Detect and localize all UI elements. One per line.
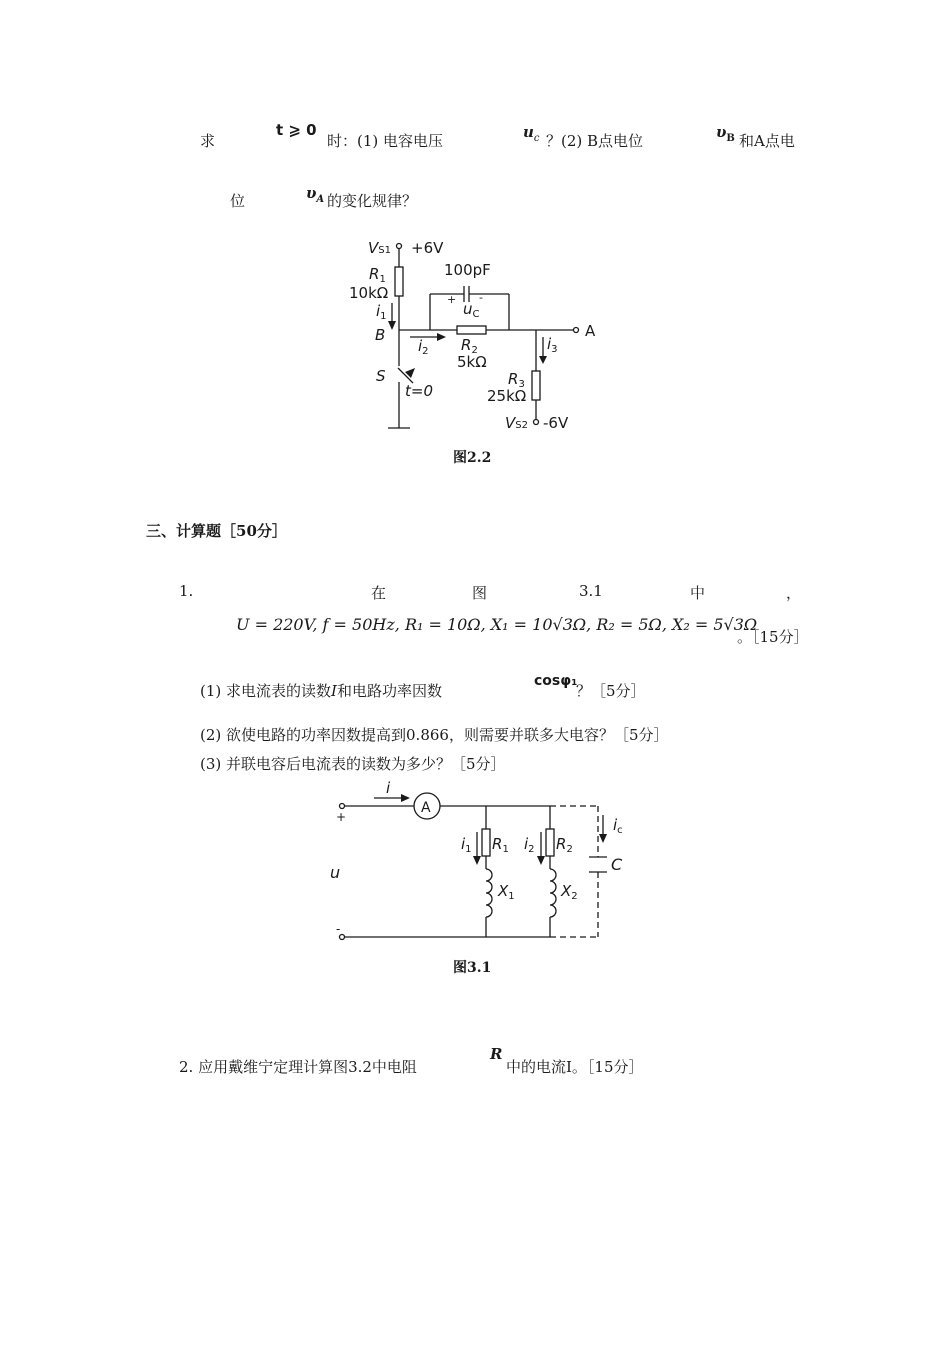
label-ic-main: i bbox=[613, 816, 618, 834]
label-node-a: A bbox=[585, 322, 596, 340]
label-minus-6v: -6V bbox=[543, 414, 569, 432]
label-i1 bbox=[376, 302, 387, 322]
resistor-r2 bbox=[457, 326, 486, 334]
label-r2-main: R bbox=[556, 835, 567, 853]
label-r2-value: 5kΩ bbox=[457, 353, 487, 371]
label-c: C bbox=[611, 855, 623, 874]
label-i2 bbox=[418, 337, 429, 357]
resistor-r1 bbox=[395, 267, 403, 296]
label-r1-main: R bbox=[369, 265, 380, 283]
label-x1-sub: 1 bbox=[508, 891, 515, 902]
label-cap-minus: - bbox=[479, 291, 483, 304]
math-t-geq-0: t ⩾ 0 bbox=[276, 121, 317, 139]
vs2-terminal bbox=[534, 420, 539, 425]
label-vs1-main: V bbox=[368, 239, 379, 257]
label-cap-plus: + bbox=[447, 293, 457, 306]
q1-sub1-text bbox=[200, 680, 442, 701]
text-wei: 位 bbox=[230, 192, 246, 210]
label-i2-main: i bbox=[524, 835, 529, 853]
label-switch-s: S bbox=[376, 367, 386, 385]
i2-arrow-head bbox=[537, 856, 545, 865]
math-va-sub: A bbox=[316, 194, 325, 205]
q1-word-tu: 图 bbox=[472, 584, 488, 602]
q1-sub1-points: ？［5分］ bbox=[576, 682, 646, 700]
label-r1-sub: 1 bbox=[379, 274, 386, 285]
label-r3-sub: 3 bbox=[518, 379, 525, 390]
label-i1-main: i bbox=[376, 302, 381, 320]
input-terminal-plus bbox=[340, 804, 345, 809]
text-qiu: 求 bbox=[200, 132, 216, 150]
q1-sub1-a: (1) 求电流表的读数 bbox=[200, 682, 332, 700]
circuit-figure-2-2 bbox=[340, 230, 620, 435]
math-uc bbox=[523, 123, 540, 144]
label-r1-main: R bbox=[492, 835, 503, 853]
label-i2-sub: 2 bbox=[422, 346, 429, 357]
label-ammeter: A bbox=[421, 800, 431, 816]
label-r3-value: 25kΩ bbox=[487, 387, 527, 405]
math-va-main: υ bbox=[306, 184, 317, 202]
label-vs2-main: V bbox=[505, 414, 516, 432]
q1-word-zhong: 中 bbox=[690, 584, 706, 602]
label-u: u bbox=[330, 863, 341, 882]
label-r3-main: R bbox=[508, 370, 519, 388]
text-change-law: 的变化规律？ bbox=[327, 192, 418, 210]
q1-sub1-i: I bbox=[331, 682, 337, 700]
label-capacitance: 100pF bbox=[444, 261, 491, 279]
label-ic bbox=[613, 816, 623, 836]
label-r2 bbox=[556, 835, 573, 855]
q1-word-comma: ， bbox=[786, 584, 802, 602]
label-t-equals-0: t=0 bbox=[405, 382, 433, 400]
circuit-figure-3-1 bbox=[325, 780, 635, 950]
q1-sub2: (2) 欲使电路的功率因数提高到0.866，则需要并联多大电容？［5分］ bbox=[200, 726, 669, 744]
q1-points: 。［15分］ bbox=[737, 628, 809, 646]
label-uc-main: u bbox=[463, 300, 473, 318]
text-b-potential: ？(2) B点电位 bbox=[546, 132, 644, 150]
section-3-heading: 三、计算题［50分］ bbox=[146, 522, 287, 540]
label-i1 bbox=[461, 835, 472, 855]
text-capacitor-voltage: 时：(1) 电容电压 bbox=[327, 132, 444, 150]
label-i2-sub: 2 bbox=[528, 844, 535, 855]
label-i2-main: i bbox=[418, 337, 423, 355]
a-terminal bbox=[574, 328, 579, 333]
label-vs1 bbox=[368, 239, 391, 257]
q1-formula: U = 220V, f = 50Hz, R₁ = 10Ω, X₁ = 10√3Ω, R₂ = 5Ω, X₂ = 5√3Ω bbox=[236, 615, 758, 634]
i3-arrow-head bbox=[539, 356, 547, 364]
q1-sub3: (3) 并联电容后电流表的读数为多少？［5分］ bbox=[200, 755, 506, 773]
label-node-b: B bbox=[375, 326, 386, 344]
math-va bbox=[306, 184, 324, 205]
i1-arrow-head bbox=[473, 856, 481, 865]
label-plus: + bbox=[336, 810, 347, 824]
label-i1-sub: 1 bbox=[380, 311, 387, 322]
i1-arrow-head bbox=[388, 321, 396, 330]
label-i1-main: i bbox=[461, 835, 466, 853]
i2-arrow-head bbox=[437, 333, 446, 341]
resistor-r2 bbox=[546, 829, 554, 856]
label-plus-6v: +6V bbox=[411, 239, 444, 257]
label-x1-main: X bbox=[498, 882, 509, 900]
inductor-x1 bbox=[486, 869, 492, 917]
caption-figure-2-2: 图2.2 bbox=[453, 450, 492, 466]
text-and-a-point: 和A点电 bbox=[739, 132, 795, 150]
q2-text-a: 2. 应用戴维宁定理计算图3.2中电阻 bbox=[179, 1058, 417, 1076]
label-r1 bbox=[492, 835, 509, 855]
label-i3-sub: 3 bbox=[551, 344, 558, 355]
resistor-r1 bbox=[482, 829, 490, 856]
ic-arrow-head bbox=[599, 834, 607, 843]
label-i3-main: i bbox=[547, 335, 552, 353]
label-x2 bbox=[560, 882, 578, 902]
math-vb-sub: B bbox=[726, 133, 735, 144]
label-i1-sub: 1 bbox=[465, 844, 472, 855]
label-vs2 bbox=[505, 414, 528, 432]
label-i2 bbox=[524, 835, 535, 855]
vs1-terminal bbox=[397, 244, 402, 249]
q1-sub1-b: 和电路功率因数 bbox=[336, 682, 442, 700]
label-vs1-sub: S1 bbox=[378, 245, 391, 256]
label-uc-sub: C bbox=[472, 309, 480, 320]
label-ic-sub: c bbox=[617, 825, 623, 836]
q1-word-zai: 在 bbox=[371, 584, 387, 602]
math-vb-main: υ bbox=[716, 123, 727, 141]
q2-math-r: R bbox=[490, 1045, 503, 1063]
label-vs2-sub: S2 bbox=[515, 420, 528, 431]
label-r2-sub: 2 bbox=[471, 345, 478, 356]
resistor-r3 bbox=[532, 371, 540, 400]
inductor-x2 bbox=[550, 869, 556, 917]
label-minus: - bbox=[336, 922, 341, 936]
caption-figure-3-1: 图3.1 bbox=[453, 960, 492, 976]
math-uc-main: u bbox=[523, 123, 534, 141]
q2-text-b: 中的电流I。［15分］ bbox=[506, 1058, 644, 1076]
label-i: i bbox=[386, 780, 391, 797]
i-arrow-head bbox=[401, 794, 410, 802]
label-r1-value: 10kΩ bbox=[349, 284, 389, 302]
label-r1 bbox=[369, 265, 386, 285]
math-uc-sub: c bbox=[533, 133, 540, 144]
q1-word-fig-number: 3.1 bbox=[579, 582, 603, 600]
label-x1 bbox=[497, 882, 515, 902]
label-uc bbox=[463, 300, 480, 320]
label-x2-main: X bbox=[561, 882, 572, 900]
q1-number: 1. bbox=[179, 582, 194, 600]
math-vb bbox=[716, 123, 735, 144]
label-r2-sub: 2 bbox=[566, 844, 573, 855]
label-r2-main: R bbox=[461, 336, 472, 354]
label-i3 bbox=[547, 335, 558, 355]
label-r1-sub: 1 bbox=[502, 844, 509, 855]
q1-cos-phi: cosφ₁ bbox=[534, 673, 578, 689]
label-x2-sub: 2 bbox=[571, 891, 578, 902]
